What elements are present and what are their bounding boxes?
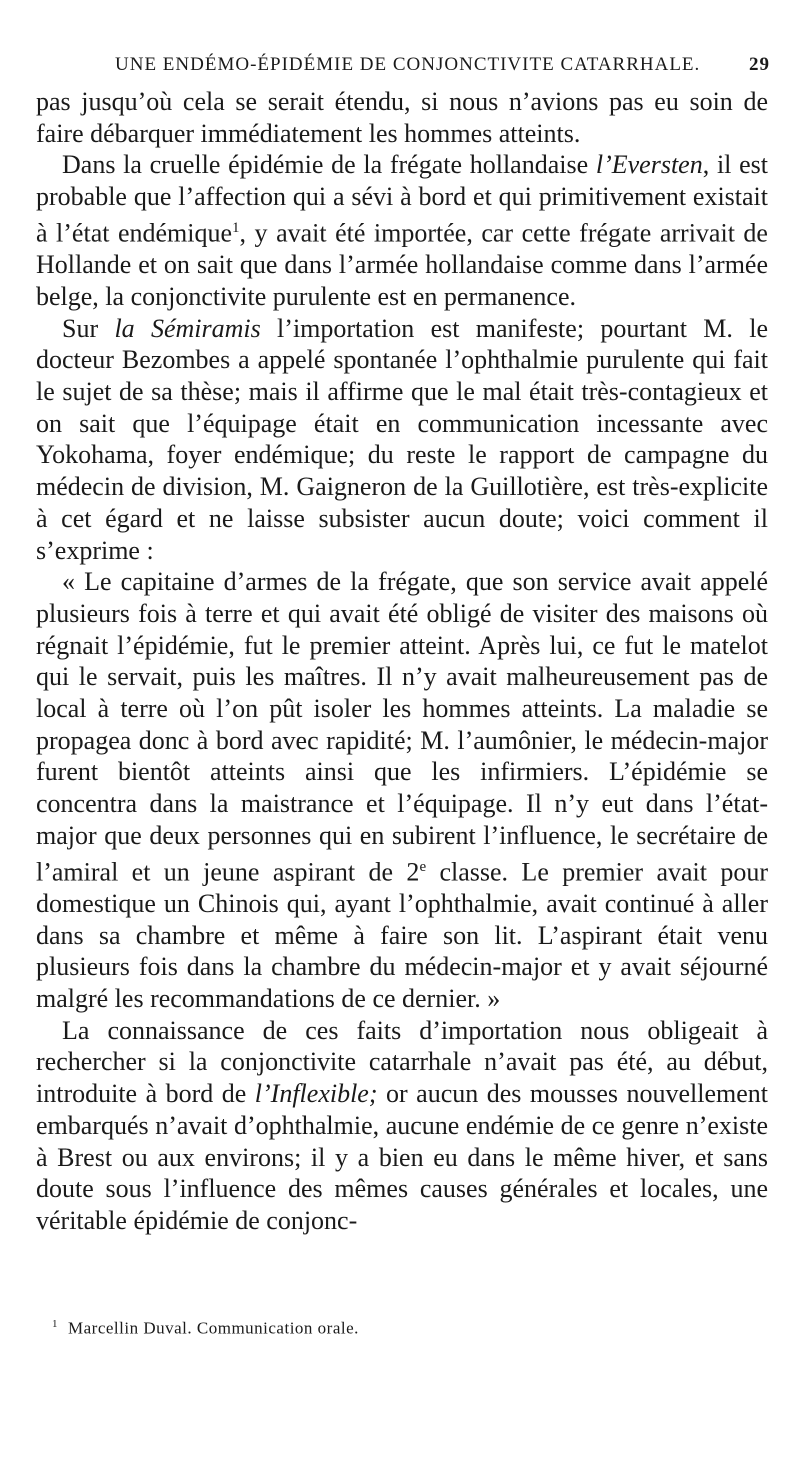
paragraph-2 xyxy=(36,149,768,312)
paragraph-3 xyxy=(36,313,768,567)
paragraph-2-text-c: , y avait été importée, car cette frégate arrivait de Hollande et on sait que dans l’armée hollandaise comme dans l’armée belge, la conjonctivite purulente est en permanence. xyxy=(36,218,768,311)
footnote-reference: 1 xyxy=(232,219,240,236)
paragraph-5-text-b: or aucun des mousses nouvellement embarqués n’avait d’ophthalmie, aucune endémie de ce genre n’existe à Brest ou aux environs; il y a bien eu dans le même hiver, et sans doute sous l’influence des mêmes causes générales et locales, une véritable épidémie de conjonc- xyxy=(36,1079,768,1235)
quoted-report xyxy=(36,566,768,1015)
paragraph-1 xyxy=(36,86,768,149)
footnote-marker: 1 xyxy=(52,1318,58,1330)
ship-name-eversten: l’Eversten xyxy=(595,150,703,180)
running-header xyxy=(115,54,770,82)
ship-name-semiramis: la Sémiramis xyxy=(114,313,261,343)
ordinal-superscript: e xyxy=(419,858,427,875)
quoted-report-text-a: « Le capitaine d’armes de la frégate, que son service avait appelé plusieurs fois à terre et qui avait été obligé de visiter des maisons où régnait l’épidémie, fut le premier atteint. Après lui, ce fut le matelot qui le servait, puis les maîtres. Il n’y avait malheureusement pas de local à terre où l’on pût isoler les hommes atteints. La maladie se propagea donc à bord avec rapidité; M. l’aumônier, le médecin-major furent bientôt atteints ainsi que les infirmiers. L’épidémie se concentra dans la maistrance et l’équipage. Il n’y eut dans l’état-major que deux personnes qui en subirent l’influence, le secrétaire de l’amiral et un jeune aspirant de 2 xyxy=(36,567,768,887)
page-number: 29 xyxy=(749,54,770,75)
paragraph-3-text-b: l’importation est manifeste; pourtant M. le docteur Bezombes a appelé spontanée l’ophthalmie purulente qui fait le sujet de sa thèse; mais il affirme que le mal était très-contagieux et on sait que l’équipage était en communication incessante avec Yokohama, foyer endémique; du reste le rapport de campagne du médecin de division, M. Gaigneron de la Guillotière, est très-explicite à cet égard et ne laisse subsister aucun doute; voici comment il s’exprime : xyxy=(36,313,768,565)
quoted-report-text-b: classe. Le premier avait pour domestique un Chinois qui, ayant l’ophthalmie, avait continué à aller dans sa chambre et même à faire son lit. L’aspirant était venu plusieurs fois dans la chambre du médecin-major et y avait séjourné malgré les recommandations de ce dernier. » xyxy=(36,857,769,1013)
ship-name-inflexible: l’Inflexible; xyxy=(254,1079,378,1109)
paragraph-5-text-a: La connaissance de ces faits d’importation nous obligeait à rechercher si la conjonctivite catarrhale n’avait pas été, au début, introduite à bord de xyxy=(36,1015,768,1109)
paragraph-2-text-a: Dans la cruelle épidémie de la frégate hollandaise xyxy=(62,150,596,180)
footnote-text: Marcellin Duval. Communication orale. xyxy=(68,1318,359,1338)
running-title: UNE ENDÉMO-ÉPIDÉMIE DE CONJONCTIVITE CATARRHALE. xyxy=(115,54,701,75)
paragraph-3-text-a: Sur xyxy=(62,313,115,343)
body-text xyxy=(36,86,768,1237)
paragraph-5 xyxy=(36,1015,768,1237)
footnote xyxy=(52,1318,359,1339)
paragraph-1-text: pas jusqu’où cela se serait étendu, si nous n’avions pas eu soin de faire débarquer immédiatement les hommes atteints. xyxy=(36,87,768,148)
paragraph-2-text-b: , il est probable que l’affection qui a sévi à bord et qui primitivement existait à l’état endémique xyxy=(36,150,768,248)
